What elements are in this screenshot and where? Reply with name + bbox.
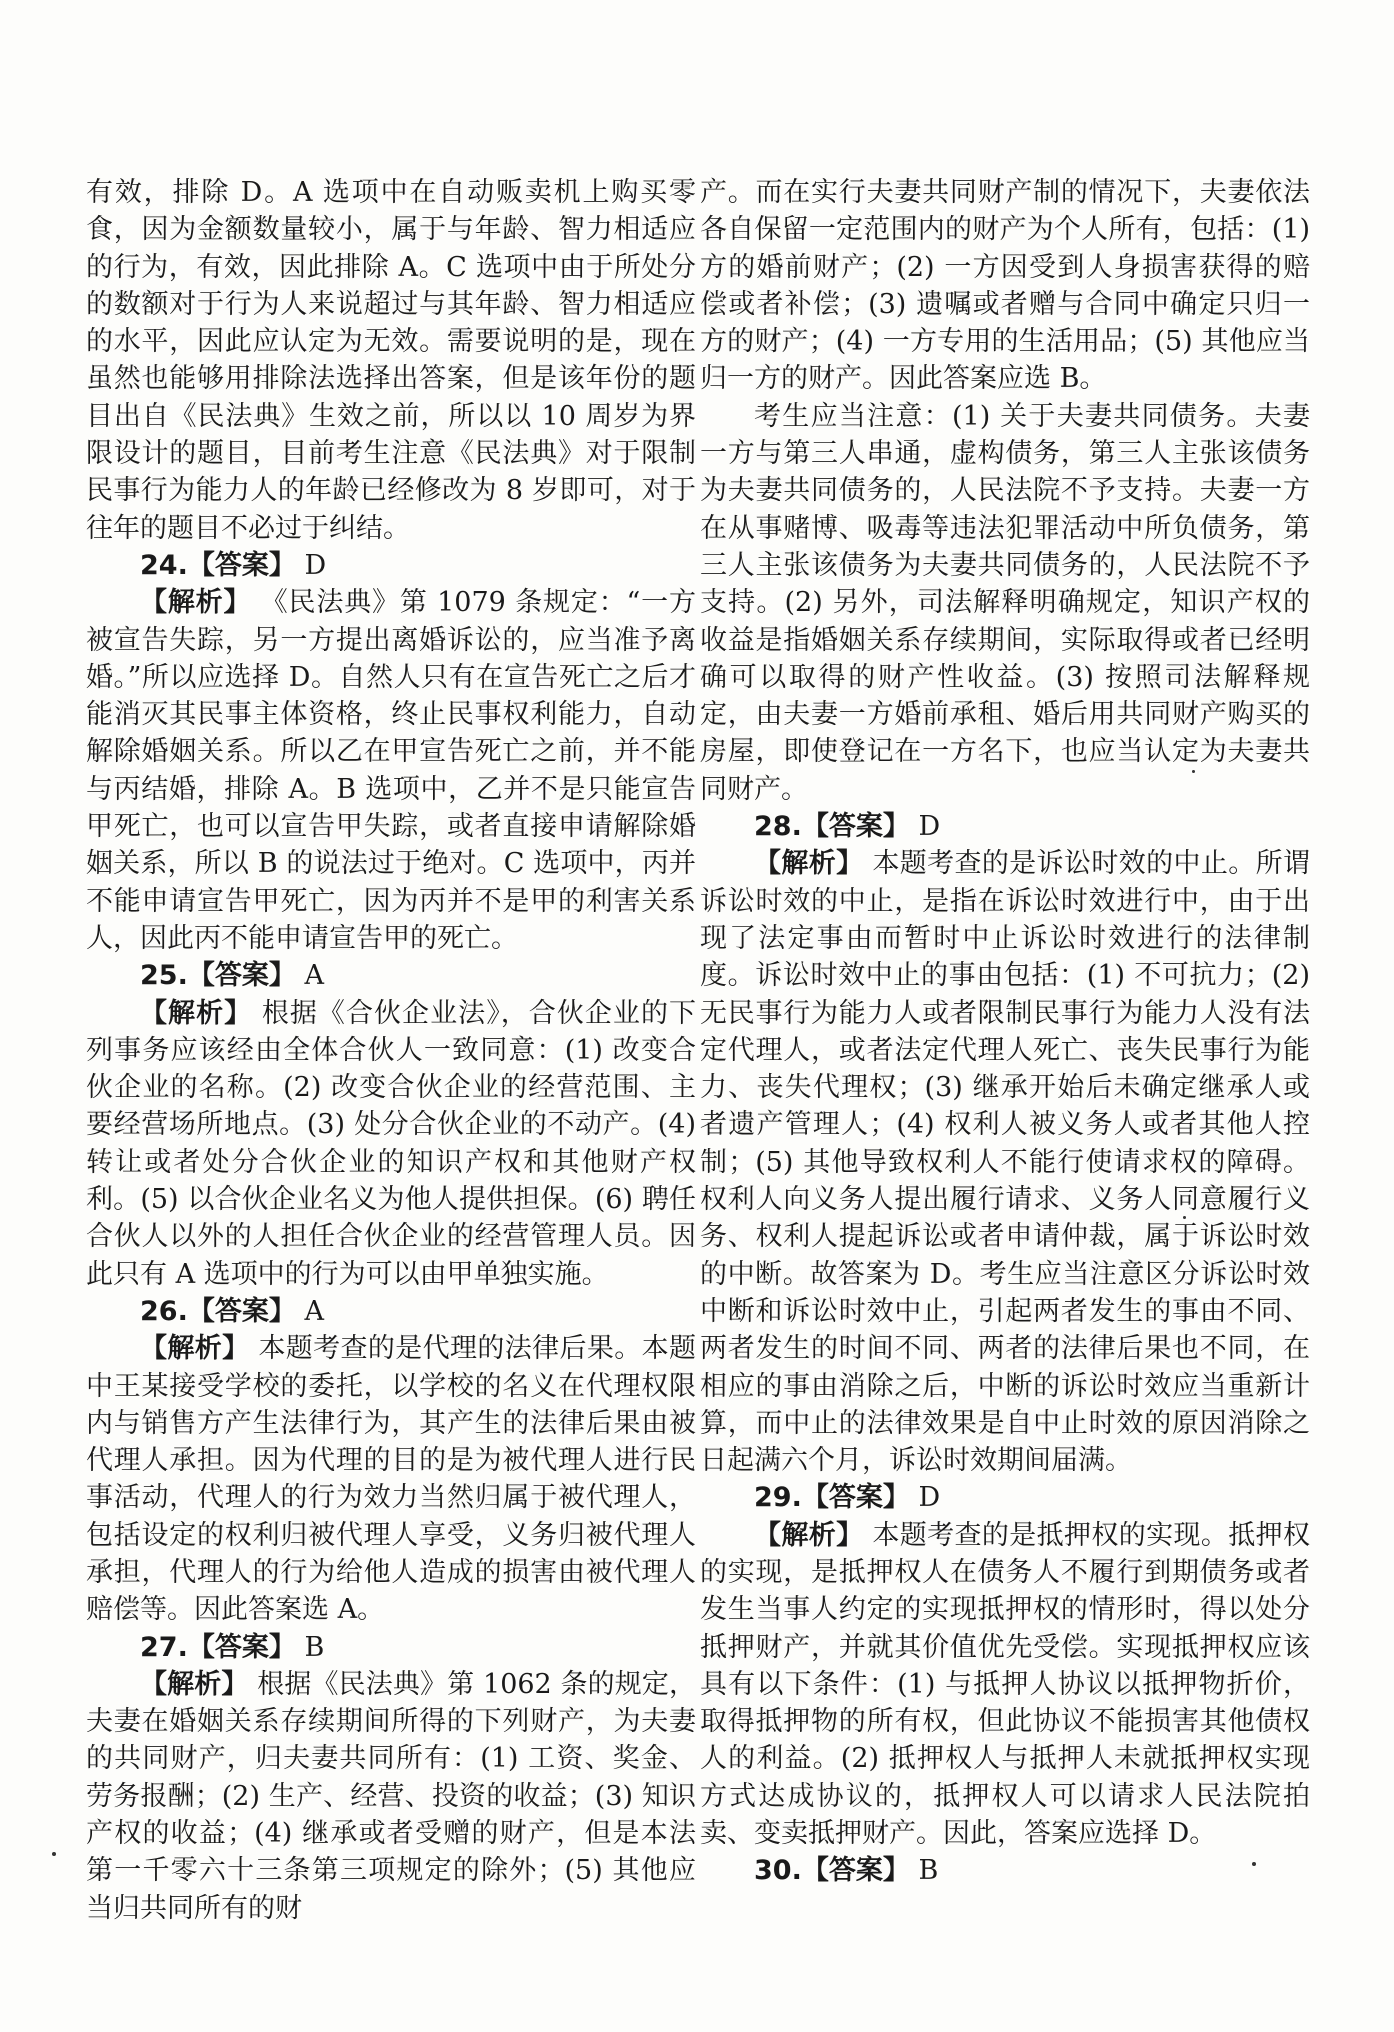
question-number: 25.	[140, 960, 188, 992]
answer-label: 【答案】	[801, 1855, 910, 1887]
paragraph: 有效，排除 D。A 选项中在自动贩卖机上购买零食，因为金额数量较小，属于与年龄、智力相适应的行为，有效，因此排除 A。C 选项中由于所处分的数额对于行为人来说超过与其年龄、智力相适应的水平，因此应认定为无效。需要说明的是，现在虽然也能够用排除法选择出答案，但是该年份的题目出自《民法典》生效之前，所以以 10 周岁为界限设计的题目，目前考生注意《民法典》对于限制民事行为能力人的年龄已经修改为 8 岁即可，对于往年的题目不必过于纠结。	[86, 177, 696, 544]
answer-value: B	[918, 1855, 939, 1887]
answer-value: B	[304, 1631, 325, 1663]
analysis-label: 【解析】	[140, 1668, 249, 1700]
answer-label: 【答案】	[187, 549, 296, 581]
answer-line	[700, 1479, 1310, 1516]
answer-value: D	[304, 549, 327, 581]
analysis-paragraph	[86, 584, 696, 957]
question-number: 29.	[754, 1482, 802, 1514]
answer-line	[86, 1629, 696, 1666]
answer-label: 【答案】	[801, 1482, 910, 1514]
question-number: 28.	[754, 811, 802, 843]
scan-speck	[52, 1852, 56, 1856]
answer-value: D	[918, 811, 941, 843]
question-number: 26.	[140, 1295, 188, 1327]
analysis-label: 【解析】	[754, 1519, 864, 1551]
analysis-text: 本题考查的是代理的法律后果。本题中王某接受学校的委托，以学校的名义在代理权限内与销售方产生法律行为，其产生的法律后果由被代理人承担。因为代理的目的是为被代理人进行民事活动，代理人的行为效力当然归属于被代理人，包括设定的权利归被代理人享受，义务归被代理人承担，代理人的行为给他人造成的损害由被代理人赔偿等。因此答案选 A。	[86, 1333, 696, 1626]
right-column	[700, 174, 1310, 1890]
answer-label: 【答案】	[801, 811, 910, 843]
analysis-text: 本题考查的是抵押权的实现。抵押权的实现，是抵押权人在债务人不履行到期债务或者发生当事人约定的实现抵押权的情形时，得以处分抵押财产，并就其价值优先受偿。实现抵押权应该具有以下条件：(1) 与抵押人协议以抵押物折价，取得抵押物的所有权，但此协议不能损害其他债权人的利益。(2) 抵押权人与抵押人未就抵押权实现方式达成协议的，抵押权人可以请求人民法院拍卖、变卖抵押财产。因此，答案应选择 D。	[700, 1519, 1310, 1850]
question-number: 30.	[754, 1855, 802, 1887]
scan-speck	[1252, 1862, 1256, 1866]
analysis-label: 【解析】	[140, 587, 252, 619]
analysis-text: 本题考查的是诉讼时效的中止。所谓诉讼时效的中止，是指在诉讼时效进行中，由于出现了法定事由而暂时中止诉讼时效进行的法律制度。诉讼时效中止的事由包括：(1) 不可抗力；(2) 无民事行为能力人或者限制民事行为能力人没有法定代理人，或者法定代理人死亡、丧失民事行为能力、丧失代理权；(3) 继承开始后未确定继承人或者遗产管理人；(4) 权利人被义务人或者其他人控制；(5) 其他导致权利人不能行使请求权的障碍。权利人向义务人提出履行请求、义务人同意履行义务、权利人提起诉讼或者申请仲裁，属于诉讼时效的中断。故答案为 D。考生应当注意区分诉讼时效中断和诉讼时效中止，引起两者发生的事由不同、两者发生的时间不同、两者的法律后果也不同，在相应的事由消除之后，中断的诉讼时效应当重新计算，而中止的法律效果是自中止时效的原因消除之日起满六个月，诉讼时效期间届满。	[700, 848, 1310, 1477]
analysis-label: 【解析】	[754, 848, 864, 880]
answer-line	[86, 957, 696, 994]
analysis-label: 【解析】	[140, 997, 253, 1029]
analysis-paragraph	[86, 1330, 696, 1628]
analysis-text: 根据《民法典》第 1062 条的规定，夫妻在婚姻关系存续期间所得的下列财产，为夫妻的共同财产，归夫妻共同所有：(1) 工资、奖金、劳务报酬；(2) 生产、经营、投资的收益；(3) 知识产权的收益；(4) 继承或者受赠的财产，但是本法第一千零六十三条第三项规定的除外；(5) 其他应当归共同所有的财	[86, 1668, 696, 1924]
analysis-paragraph	[700, 845, 1310, 1479]
answer-value: A	[304, 1295, 324, 1327]
scan-speck	[1183, 1216, 1186, 1219]
analysis-paragraph	[700, 1517, 1310, 1853]
analysis-paragraph	[86, 995, 696, 1293]
analysis-paragraph	[86, 1666, 696, 1927]
answer-line	[700, 1852, 1310, 1889]
answer-line	[86, 547, 696, 584]
question-number: 27.	[140, 1631, 188, 1663]
answer-label: 【答案】	[187, 1295, 296, 1327]
answer-line	[86, 1293, 696, 1330]
paragraph: 考生应当注意：(1) 关于夫妻共同债务。夫妻一方与第三人串通，虚构债务，第三人主张该债务为夫妻共同债务的，人民法院不予支持。夫妻一方在从事赌博、吸毒等违法犯罪活动中所负债务，第三人主张该债务为夫妻共同债务的，人民法院不予支持。(2) 另外，司法解释明确规定，知识产权的收益是指婚姻关系存续期间，实际取得或者已经明确可以取得的财产性收益。(3) 按照司法解释规定，由夫妻一方婚前承租、婚后用共同财产购买的房屋，即使登记在一方名下，也应当认定为夫妻共同财产。	[700, 400, 1310, 805]
question-number: 24.	[140, 549, 188, 581]
answer-line	[700, 808, 1310, 845]
answer-value: A	[304, 960, 324, 992]
scan-speck	[1192, 770, 1195, 773]
left-column	[86, 174, 696, 1927]
analysis-text: 根据《合伙企业法》，合伙企业的下列事务应该经由全体合伙人一致同意：(1) 改变合伙企业的名称。(2) 改变合伙企业的经营范围、主要经营场所地点。(3) 处分合伙企业的不动产。(4) 转让或者处分合伙企业的知识产权和其他财产权利。(5) 以合伙企业名义为他人提供担保。(6) 聘任合伙人以外的人担任合伙企业的经营管理人员。因此只有 A 选项中的行为可以由甲单独实施。	[86, 997, 697, 1290]
answer-label: 【答案】	[187, 1631, 296, 1663]
analysis-label: 【解析】	[140, 1333, 250, 1365]
answer-value: D	[918, 1482, 941, 1514]
answer-label: 【答案】	[187, 960, 296, 992]
analysis-text: 《民法典》第 1079 条规定：“一方被宣告失踪，另一方提出离婚诉讼的，应当准予离婚。”所以应选择 D。自然人只有在宣告死亡之后才能消灭其民事主体资格，终止民事权利能力，自动解除婚姻关系。所以乙在甲宣告死亡之前，并不能与丙结婚，排除 A。B 选项中，乙并不是只能宣告甲死亡，也可以宣告甲失踪，或者直接申请解除婚姻关系，所以 B 的说法过于绝对。C 选项中，丙并不能申请宣告甲死亡，因为丙并不是甲的利害关系人，因此丙不能申请宣告甲的死亡。	[86, 587, 696, 954]
paragraph: 产。而在实行夫妻共同财产制的情况下，夫妻依法各自保留一定范围内的财产为个人所有，包括：(1) 方的婚前财产；(2) 一方因受到人身损害获得的赔偿或者补偿；(3) 遗嘱或者赠与合同中确定只归一方的财产；(4) 一方专用的生活用品；(5) 其他应当归一方的财产。因此答案应选 B。	[700, 177, 1310, 395]
